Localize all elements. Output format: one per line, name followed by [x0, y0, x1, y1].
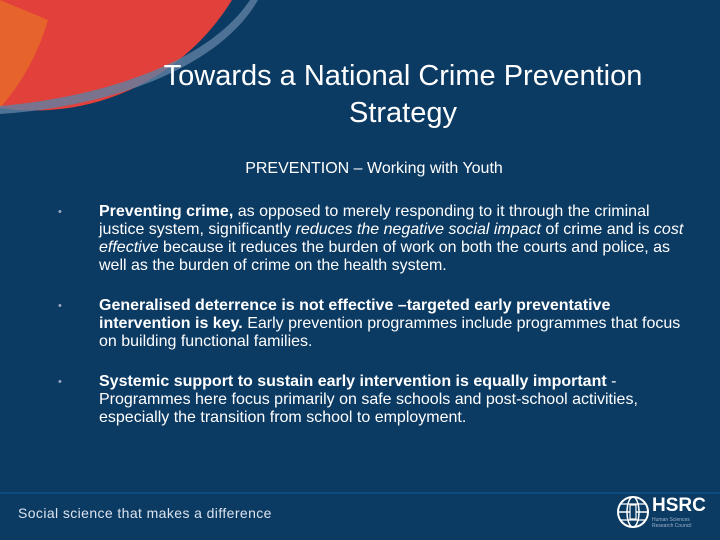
bullet-item-deterrence: [58, 297, 698, 351]
logo-wordmark: HSRC: [652, 495, 706, 516]
bullet-marker: •: [58, 300, 62, 312]
bullet-item-systemic-support: [58, 373, 698, 427]
bullet-text-segment: Early prevention programmes include programmes that focus on building functional families.: [99, 315, 681, 350]
bullet-list: [58, 203, 698, 427]
footer-tagline: Social science that makes a difference: [18, 505, 272, 521]
bullet-marker: •: [58, 376, 62, 388]
bullet-text-segment: Generalised deterrence is not effective –targeted early preventative intervention is key.: [99, 297, 611, 332]
slide-title-line-1: Towards a National Crime Prevention: [163, 60, 643, 92]
bullet-item-prevention: [58, 203, 698, 275]
globe-icon: [616, 495, 650, 529]
slide-title-line-2: Strategy: [349, 97, 457, 129]
bullet-text-segment: Systemic support to sustain early intervention is equally important: [99, 373, 607, 390]
footer-divider: [0, 492, 720, 494]
bullet-marker: •: [58, 206, 62, 218]
logo-subtext: Human Sciences Research Council: [652, 517, 692, 529]
bullet-text-segment: because it reduces the burden of work on both the courts and police, as well as the burden of crime on the health system.: [99, 239, 671, 274]
hsrc-logo: [616, 491, 712, 539]
bullet-text-segment: of crime and is: [540, 221, 654, 238]
slide-subtitle: PREVENTION – Working with Youth: [245, 160, 503, 177]
slide-title: [90, 58, 716, 132]
bullet-text-segment: - Programmes here focus primarily on safe schools and post-school activities, especially the transition from school to employment.: [99, 373, 638, 426]
bullet-text-segment: as opposed to merely responding to it through the criminal justice system, significantly: [99, 203, 650, 238]
bullet-text-segment: Preventing crime,: [99, 203, 234, 220]
bullet-text-segment: reduces the negative social impact: [295, 221, 541, 238]
bullet-text-segment: cost effective: [99, 221, 684, 256]
